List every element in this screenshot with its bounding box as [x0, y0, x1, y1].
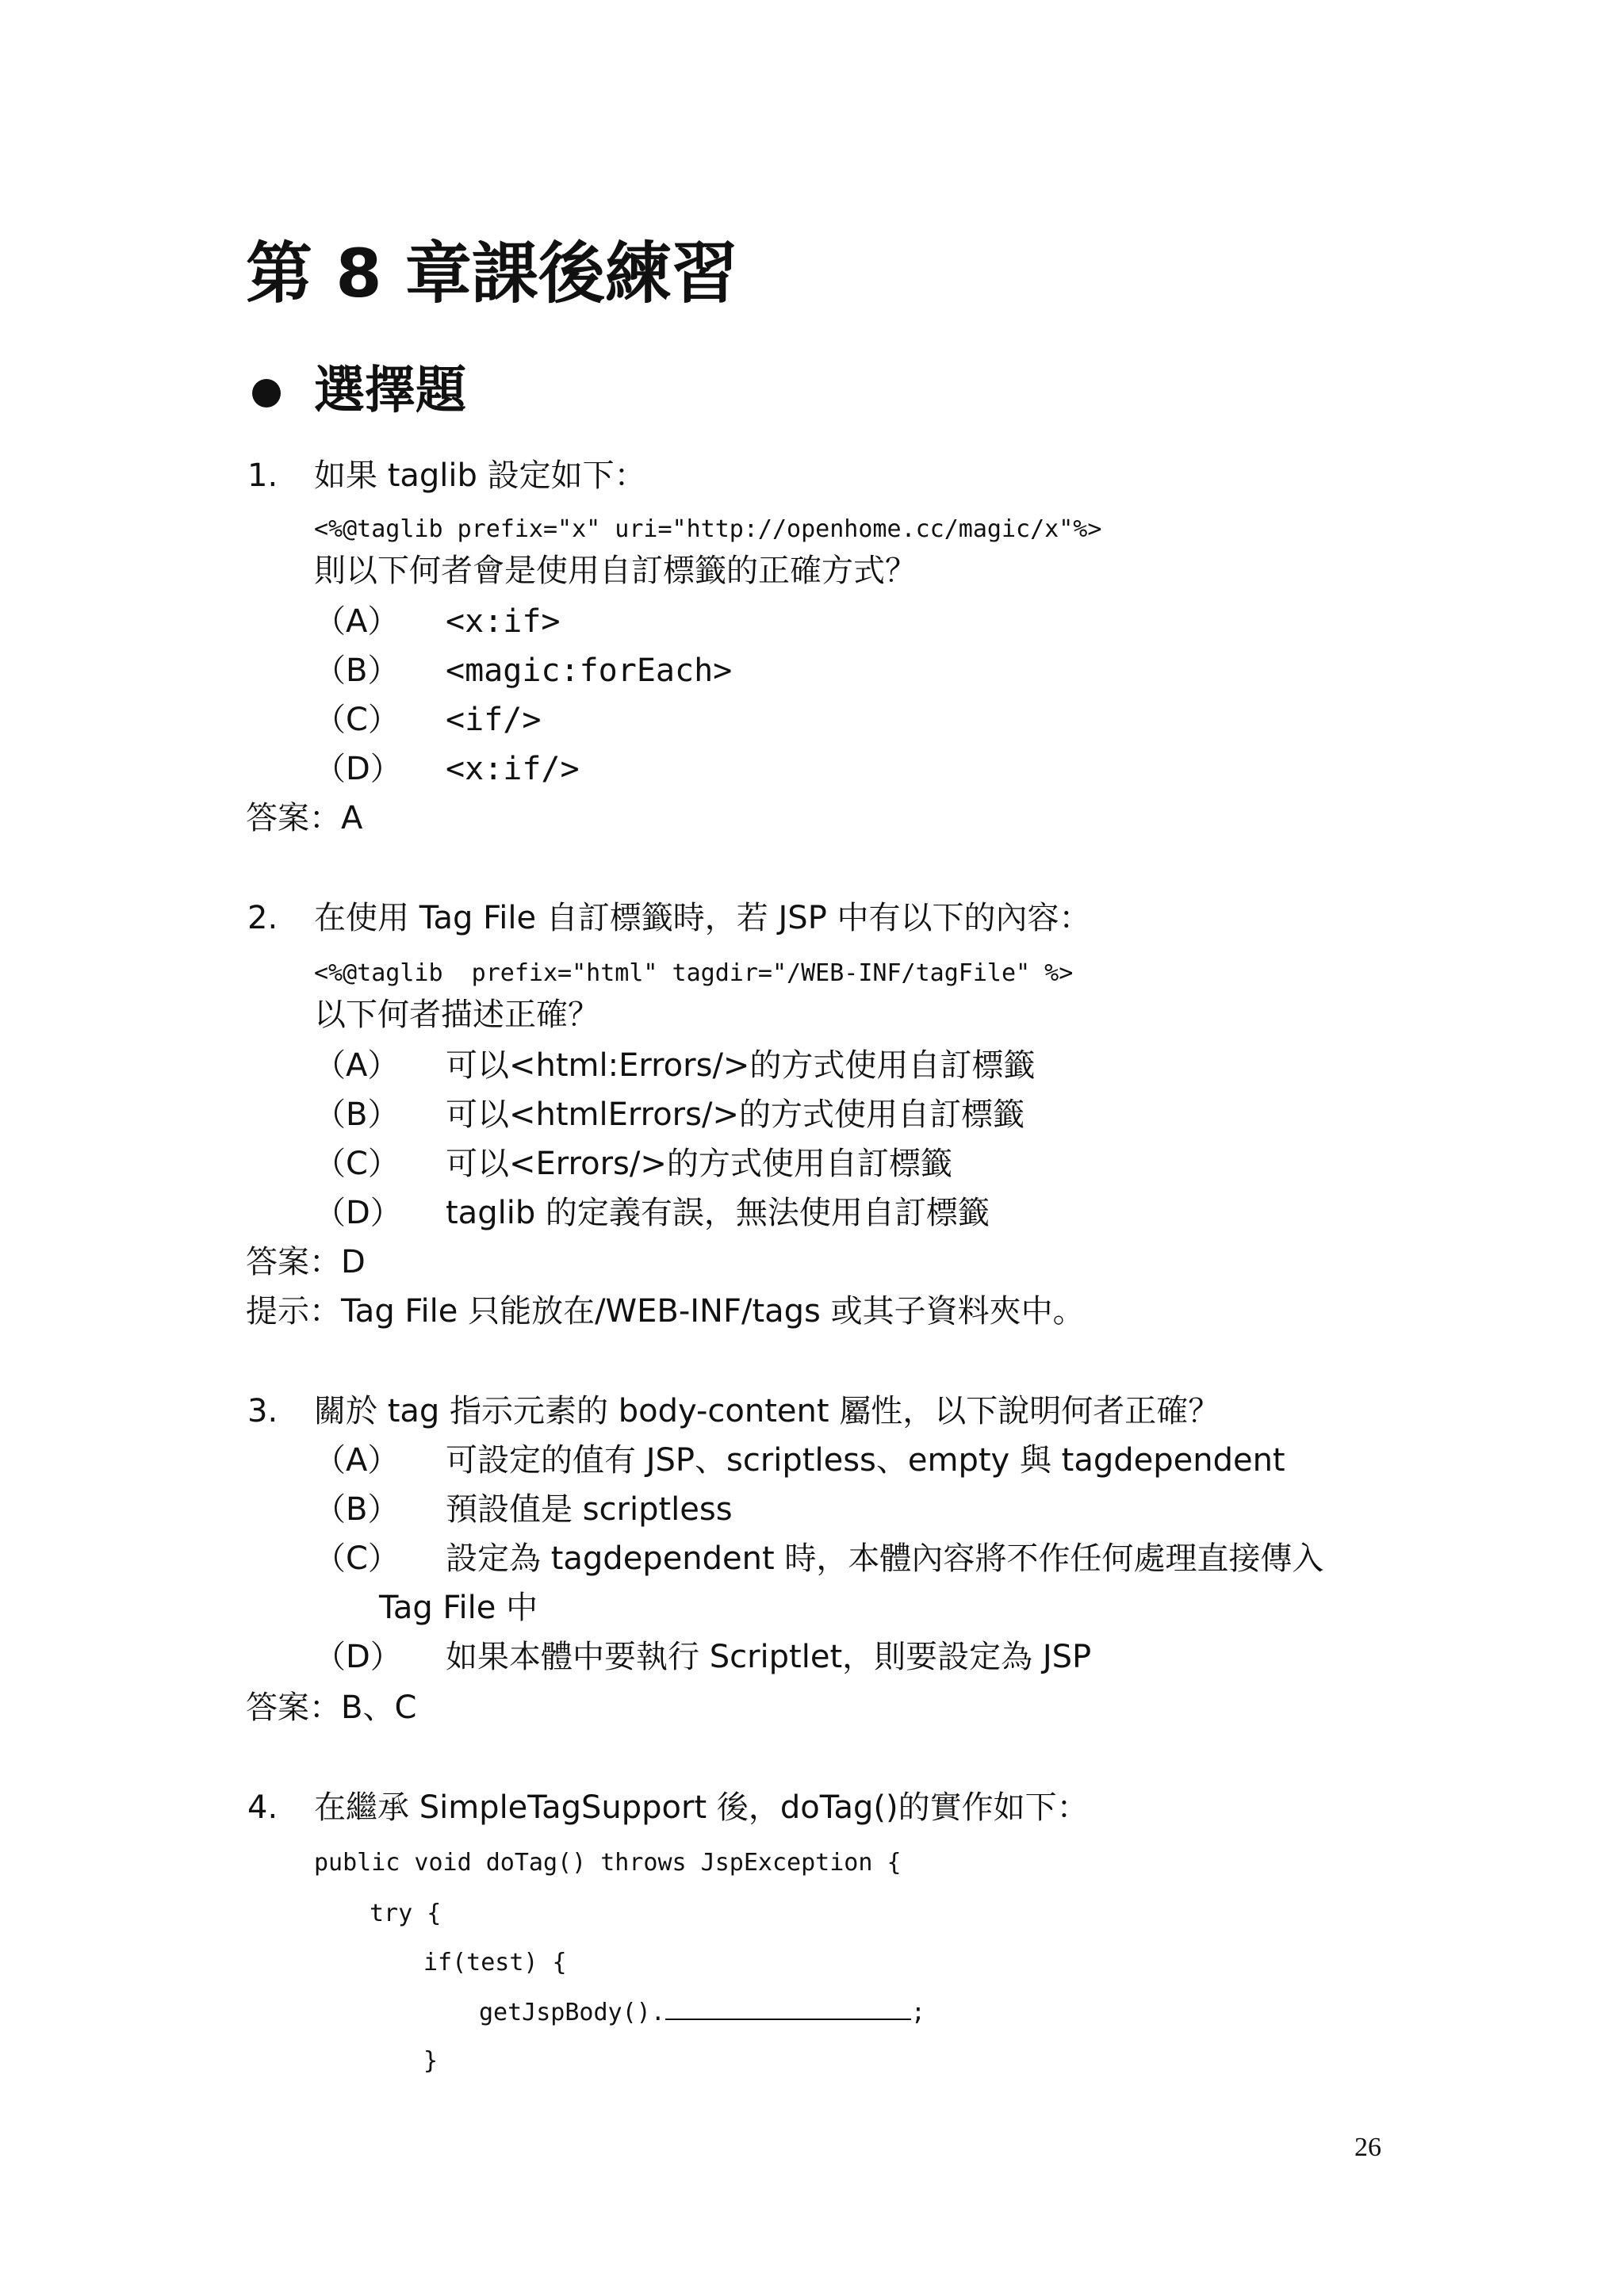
code-line: <%@taglib prefix="x" uri="http://openhome.cc/magic/x"%>	[314, 515, 1102, 543]
question-text: 在繼承 SimpleTagSupport 後，doTag()的實作如下：	[314, 1789, 1089, 1826]
option-letter: （D）	[314, 751, 402, 787]
option-letter: （B）	[314, 1491, 400, 1528]
question-number: 1.	[247, 457, 278, 494]
option-letter: （A）	[314, 603, 400, 640]
answer: 答案：B、C	[246, 1689, 417, 1726]
code-line: }	[423, 2047, 439, 2075]
fill-in-blank	[665, 1995, 911, 2020]
option-text: 可以<Errors/>的方式使用自訂標籤	[446, 1146, 952, 1182]
section-heading	[246, 355, 466, 427]
option-letter: （A）	[314, 1047, 400, 1084]
question-number: 4.	[247, 1789, 278, 1826]
code-line: public void doTag() throws JspException {	[314, 1849, 902, 1877]
question-text: 在使用 Tag File 自訂標籤時，若 JSP 中有以下的內容：	[314, 900, 1091, 936]
option-letter: （B）	[314, 1096, 400, 1133]
answer: 答案：A	[246, 800, 363, 836]
code-line-with-blank	[479, 1995, 925, 2030]
section-title: 選擇題	[314, 362, 466, 420]
option-letter: （A）	[314, 1442, 400, 1479]
option-letter: （C）	[314, 1540, 400, 1577]
option-letter: （B）	[314, 652, 400, 689]
question-prompt: 則以下何者會是使用自訂標籤的正確方式？	[314, 553, 917, 589]
question-number: 3.	[247, 1393, 278, 1429]
option-letter: （C）	[314, 1146, 400, 1182]
option-text: 可以<htmlErrors/>的方式使用自訂標籤	[446, 1096, 1025, 1133]
code-text: ;	[910, 1999, 925, 2026]
option-text-continuation: Tag File 中	[379, 1590, 538, 1626]
option-text: 如果本體中要執行 Scriptlet，則要設定為 JSP	[446, 1639, 1092, 1675]
page-number: 26	[1354, 2133, 1381, 2162]
question-text: 如果 taglib 設定如下：	[314, 457, 646, 494]
option-text: 設定為 tagdependent 時，本體內容將不作任何處理直接傳入	[446, 1540, 1324, 1577]
bullet-icon	[252, 379, 281, 408]
code-text: getJspBody().	[479, 1999, 665, 2026]
option-text: 預設值是 scriptless	[446, 1491, 733, 1528]
option-text: 可以<html:Errors/>的方式使用自訂標籤	[446, 1047, 1036, 1084]
hint: 提示：Tag File 只能放在/WEB-INF/tags 或其子資料夾中。	[246, 1293, 1085, 1330]
code-line: try {	[370, 1900, 442, 1927]
question-prompt: 以下何者描述正確？	[314, 997, 599, 1033]
option-letter: （D）	[314, 1639, 402, 1675]
option-text: <x:if>	[446, 603, 561, 640]
option-letter: （D）	[314, 1195, 402, 1231]
option-letter: （C）	[314, 702, 400, 738]
code-line: if(test) {	[423, 1949, 567, 1976]
question-text: 關於 tag 指示元素的 body-content 屬性，以下說明何者正確？	[314, 1393, 1220, 1429]
answer: 答案：D	[246, 1244, 366, 1280]
code-line: <%@taglib prefix="html" tagdir="/WEB-INF/tagFile" %>	[314, 959, 1074, 987]
option-text: 可設定的值有 JSP、scriptless、empty 與 tagdependent	[446, 1442, 1285, 1479]
page-title: 第 8 章課後練習	[246, 235, 738, 312]
option-text: taglib 的定義有誤，無法使用自訂標籤	[446, 1195, 990, 1231]
option-text: <x:if/>	[446, 751, 580, 787]
option-text: <if/>	[446, 702, 542, 738]
option-text: <magic:forEach>	[446, 652, 733, 689]
question-number: 2.	[247, 900, 278, 936]
